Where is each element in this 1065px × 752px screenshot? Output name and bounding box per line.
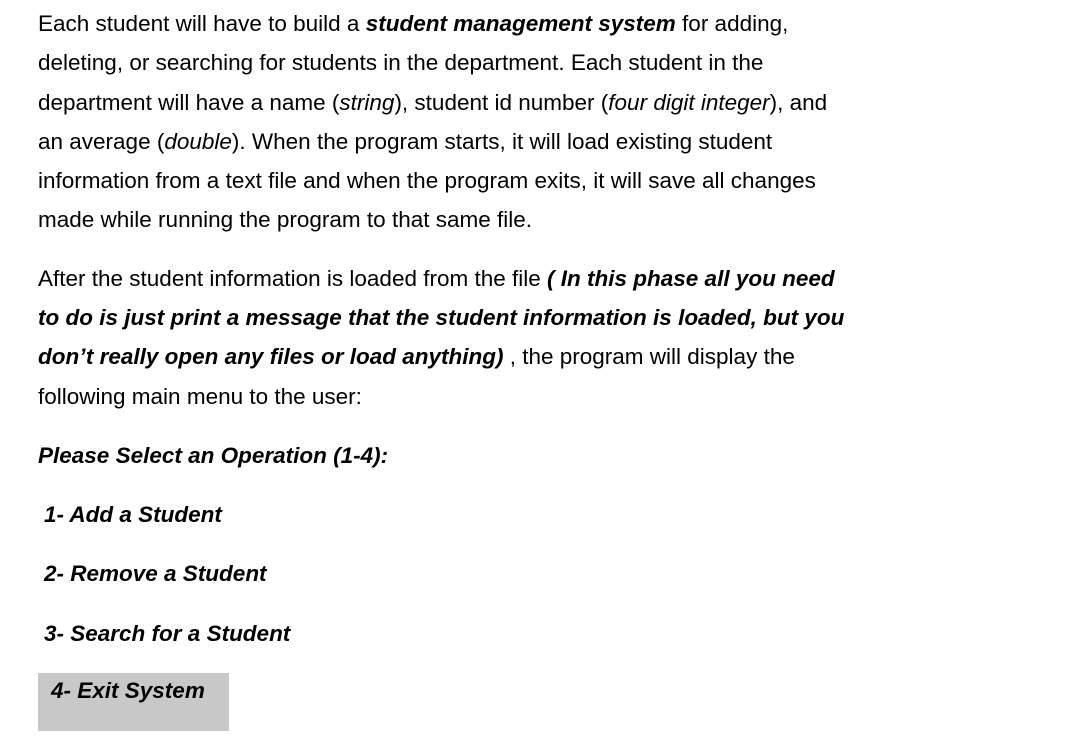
menu-item-search-student: 3- Search for a Student bbox=[44, 620, 291, 646]
paragraph-line: to do is just print a message that the student information is loaded, but you bbox=[38, 305, 845, 331]
text-run: an average ( bbox=[38, 128, 165, 154]
emphasis-type-double: double bbox=[164, 128, 232, 154]
paragraph-line: deleting, or searching for students in the department. Each student in the bbox=[38, 50, 764, 76]
text-run: for adding, bbox=[675, 11, 789, 36]
emphasis-system-name: student management system bbox=[365, 11, 676, 36]
paragraph-line: made while running the program to that same file. bbox=[38, 207, 533, 233]
text-run: After the student information is loaded from the file bbox=[38, 265, 548, 291]
paragraph-line bbox=[38, 122, 1038, 161]
text-run: department will have a name ( bbox=[38, 89, 340, 115]
paragraph-line bbox=[38, 337, 1038, 376]
intro-paragraph bbox=[38, 4, 1038, 240]
paragraph-line: information from a text file and when the program exits, it will save all changes bbox=[38, 168, 816, 194]
menu-item-add-student: 1- Add a Student bbox=[44, 501, 222, 527]
paragraph-line bbox=[38, 4, 1038, 43]
paragraph-line bbox=[38, 83, 1038, 122]
menu-item-remove-student: 2- Remove a Student bbox=[44, 561, 267, 587]
text-run: Each student will have to build a bbox=[38, 11, 366, 36]
emphasis-phase-note: ( In this phase all you need bbox=[547, 265, 835, 291]
document-body bbox=[38, 4, 1038, 752]
emphasis-type-string: string bbox=[339, 89, 395, 115]
text-run: ), and bbox=[769, 89, 828, 115]
paragraph-line bbox=[38, 259, 1038, 298]
emphasis-type-integer: four digit integer bbox=[608, 89, 770, 115]
text-run: ). When the program starts, it will load existing student bbox=[231, 128, 773, 154]
instructions-paragraph bbox=[38, 259, 1038, 416]
text-run: ), student id number ( bbox=[394, 89, 609, 115]
paragraph-line: following main menu to the user: bbox=[38, 383, 362, 409]
menu-item-exit-system: 4- Exit System bbox=[38, 673, 229, 731]
emphasis-phase-note: don’t really open any files or load anything) bbox=[38, 344, 504, 370]
text-run: , the program will display the bbox=[503, 344, 795, 370]
menu-title: Please Select an Operation (1-4): bbox=[38, 442, 389, 468]
